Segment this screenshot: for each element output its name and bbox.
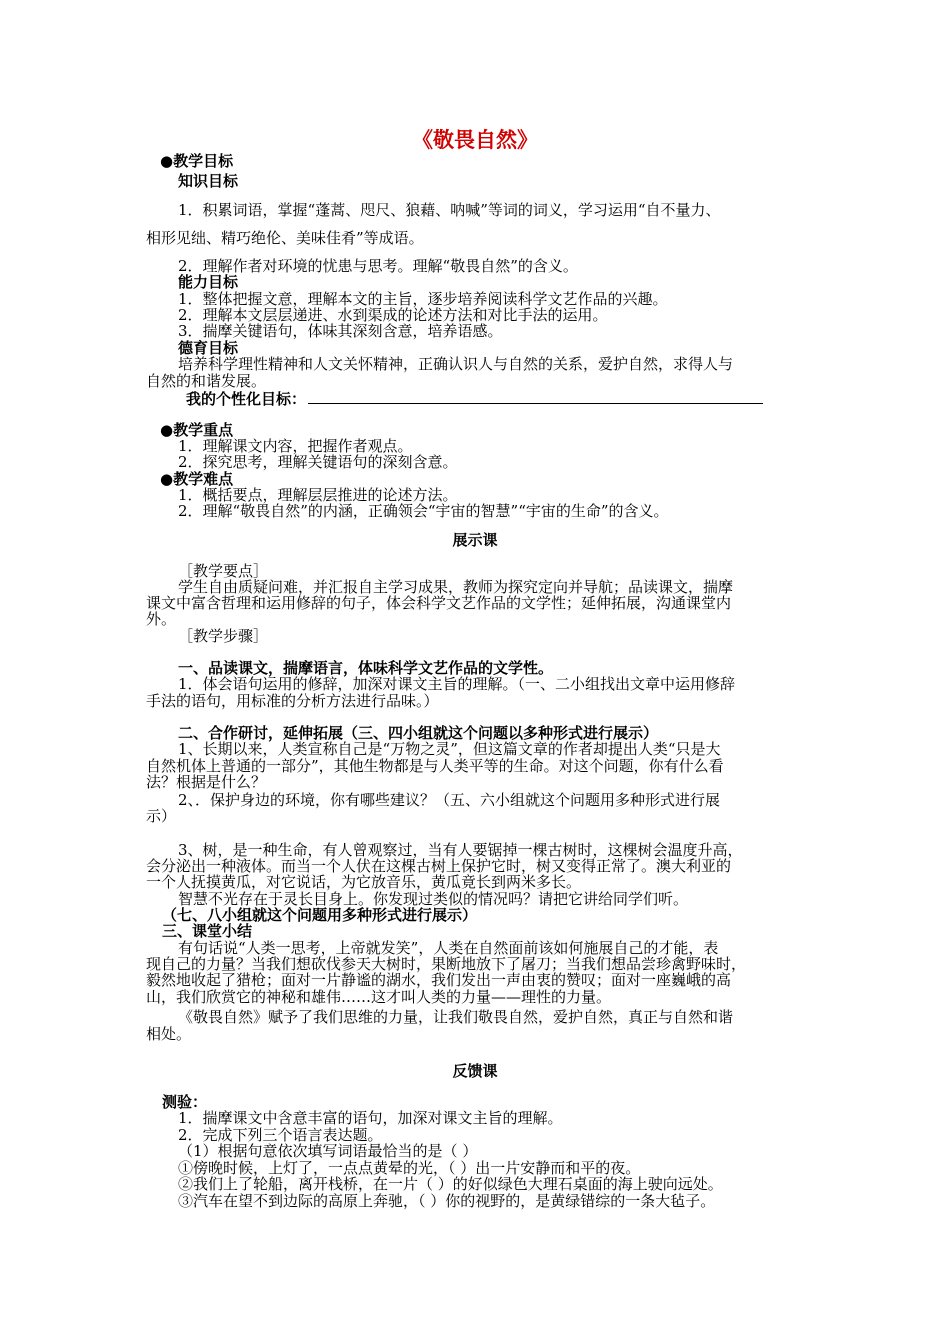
text-line: 1．体会语句运用的修辞，加深对课文主旨的理解。（一、二小组找出文章中运用修辞 (178, 675, 736, 693)
text-line: 外。 (146, 610, 177, 628)
text-line: 3、树，是一种生命，有人曾观察过，当有人要锯掉一棵古树时，这棵树会温度升高， (178, 841, 743, 859)
personal-goal-label: 我的个性化目标： (186, 390, 307, 408)
text-line: 2．理解“敬畏自然”的内涵，正确领会“宇宙的智慧”“宇宙的生命”的含义。 (178, 502, 669, 520)
text-line: ③汽车在望不到边际的高原上奔驰，（ ）你的视野的，是黄绿错综的一条大毡子。 (178, 1192, 716, 1210)
text-line: 三、课堂小结 (162, 922, 253, 940)
text-line: 课文中富含哲理和运用修辞的句子，体会科学文艺作品的文学性；延伸拓展，沟通课堂内 (146, 594, 732, 612)
text-line: 现自己的力量？当我们想砍伐参天大树时，果断地放下了屠刀；当我们想品尝珍禽野味时， (146, 955, 747, 973)
text-line: 1．整体把握文意，理解本文的主旨，逐步培养阅读科学文艺作品的兴趣。 (178, 290, 668, 308)
section-heading-feedback: 反馈课 (452, 1062, 498, 1080)
text-line: 智慧不光存在于灵长目身上。你发现过类似的情况吗？请把它讲给同学们听。 (178, 890, 689, 908)
text-line: 2、．保护身边的环境，你有哪些建议？（五、六小组就这个问题用多种形式进行展 (178, 791, 721, 809)
text-line: （七、八小组就这个问题用多种形式进行展示） (162, 906, 478, 924)
text-line: 会分泌出一种液体。而当一个人伏在这棵古树上保护它时，树又变得正常了。澳大利亚的 (146, 857, 732, 875)
text-line: 1．概括要点，理解层层推进的论述方法。 (178, 486, 458, 504)
personal-goal-line (186, 389, 763, 408)
text-line: ［教学要点］ (178, 562, 269, 580)
text-line: 自然的和谐发展。 (146, 372, 267, 390)
text-line: 2．理解作者对环境的忧患与思考。理解“敬畏自然”的含义。 (178, 257, 578, 275)
text-line: ●教学重点 (160, 421, 234, 439)
text-line: 山，我们欣赏它的神秘和雄伟……这才叫人类的力量——理性的力量。 (146, 988, 612, 1006)
text-line: 手法的语句，用标准的分析方法进行品味。） (146, 692, 439, 710)
text-line: 能力目标 (178, 273, 239, 291)
text-line: 一、品读课文，揣摩语言，体味科学文艺作品的文学性。 (178, 659, 554, 677)
text-line: ①傍晚时候，上灯了，一点点黄晕的光，（ ）出一片安静而和平的夜。 (178, 1159, 641, 1177)
text-line: ●教学难点 (160, 470, 234, 488)
text-line: 相形见绌、精巧绝伦、美味佳肴”等成语。 (146, 229, 424, 247)
text-line: 1．揣摩课文中含意丰富的语句，加深对课文主旨的理解。 (178, 1109, 563, 1127)
text-line: 相处。 (146, 1025, 192, 1043)
text-line: 知识目标 (178, 172, 239, 190)
text-line: （1）根据句意依次填写词语最恰当的是（ ） (178, 1142, 478, 1160)
text-line: 一个人抚摸黄瓜，对它说话，为它放音乐，黄瓜竟长到两米多长。 (146, 873, 582, 891)
text-line: 测验： (162, 1093, 208, 1111)
text-line: 1、长期以来，人类宣称自己是“万物之灵”，但这篇文章的作者却提出人类“只是大 (178, 740, 721, 758)
text-line: 培养科学理性精神和人文关怀精神，正确认识人与自然的关系，爱护自然，求得人与 (178, 355, 734, 373)
text-line: 德育目标 (178, 339, 239, 357)
text-line: 学生自由质疑问难，并汇报自主学习成果，教师为探究定向并导航；品读课文，揣摩 (178, 578, 734, 596)
personal-goal-blank (308, 389, 763, 404)
text-line: 二、合作研讨，延伸拓展（三、四小组就这个问题以多种形式进行展示） (178, 724, 659, 742)
text-line: ②我们上了轮船，离开栈桥，在一片（ ）的好似绿色大理石桌面的海上驶向远处。 (178, 1175, 723, 1193)
text-line: 3．揣摩关键语句，体味其深刻含意，培养语感。 (178, 322, 503, 340)
text-line: 1．积累词语，掌握“蓬蒿、咫尺、狼藉、呐喊”等词的词义，学习运用“自不量力、 (178, 201, 721, 219)
text-line: ［教学步骤］ (178, 627, 269, 645)
text-line: 自然机体上普通的一部分”，其他生物都是与人类平等的生命。对这个问题，你有什么看 (146, 757, 724, 775)
text-line: 法？根据是什么？ (146, 773, 267, 791)
text-line: 2．完成下列三个语言表达题。 (178, 1126, 383, 1144)
text-line: 2．理解本文层层递进、水到渠成的论述方法和对比手法的运用。 (178, 306, 608, 324)
text-line: ●教学目标 (160, 152, 234, 170)
text-line: 2．探究思考，理解关键语句的深刻含意。 (178, 453, 458, 471)
text-line: 毅然地收起了猎枪；面对一片静谧的湖水，我们发出一声由衷的赞叹；面对一座巍峨的高 (146, 971, 732, 989)
text-line: 1．理解课文内容，把握作者观点。 (178, 437, 413, 455)
section-heading-show: 展示课 (452, 531, 498, 549)
text-line: 示） (146, 807, 177, 825)
text-line: 有句话说“人类一思考，上帝就发笑”，人类在自然面前该如何施展自己的才能，表 (178, 939, 719, 957)
page-title: 《敬畏自然》 (412, 128, 538, 152)
text-line: 《敬畏自然》赋予了我们思维的力量，让我们敬畏自然，爱护自然，真正与自然和谐 (178, 1008, 734, 1026)
